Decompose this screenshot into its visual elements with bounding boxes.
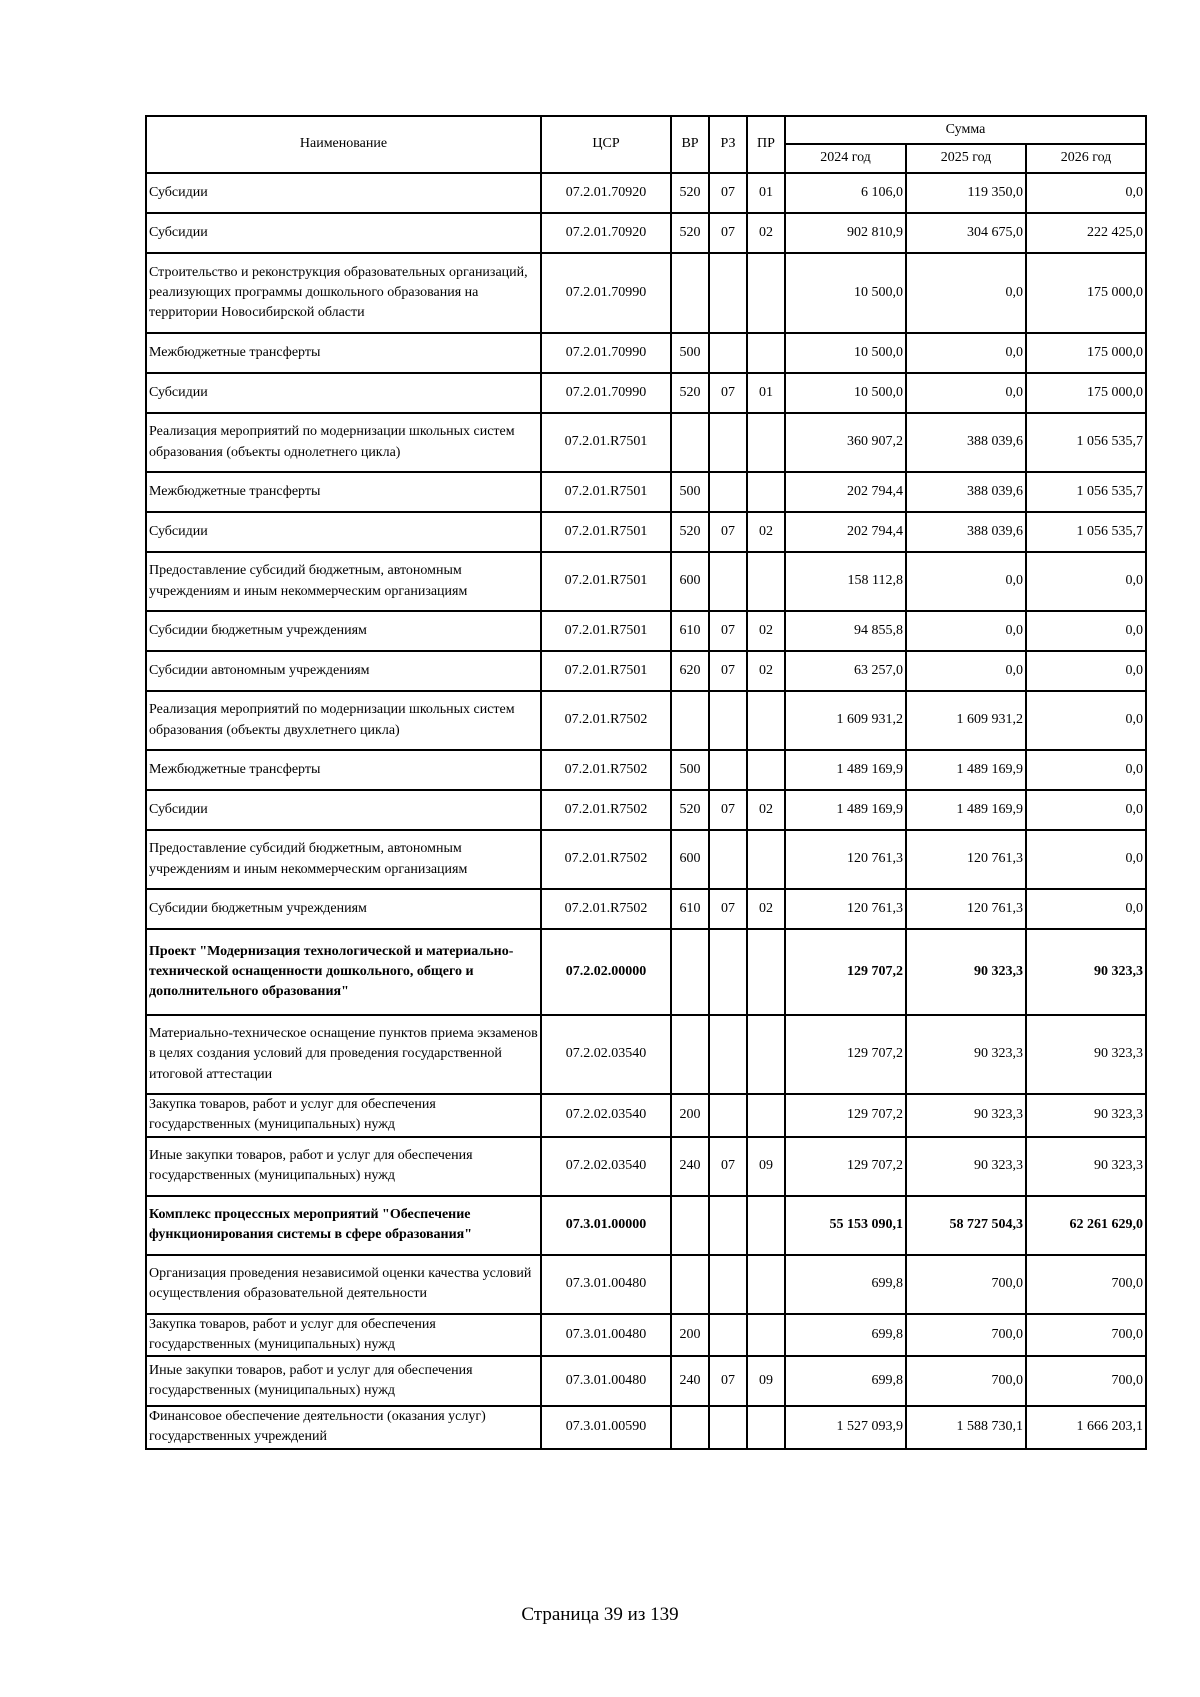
row-name: Организация проведения независимой оценки качества условий осуществления образовательной деятельности [146,1255,541,1314]
row-name: Закупка товаров, работ и услуг для обеспечения государственных (муниципальных) нужд [146,1094,541,1137]
row-vr [671,929,709,1015]
row-vr: 520 [671,373,709,413]
header-sum: Сумма [785,116,1146,144]
row-sum-2025: 304 675,0 [906,213,1026,253]
row-sum-2026: 1 666 203,1 [1026,1406,1146,1449]
row-rz: 07 [709,651,747,691]
budget-table [145,115,1147,1450]
row-rz [709,1314,747,1357]
header-name: Наименование [146,116,541,173]
row-pr [747,1406,785,1449]
row-rz: 07 [709,1356,747,1406]
row-name: Иные закупки товаров, работ и услуг для обеспечения государственных (муниципальных) нужд [146,1356,541,1406]
row-vr: 520 [671,512,709,552]
row-sum-2025: 0,0 [906,253,1026,333]
row-sum-2025: 388 039,6 [906,413,1026,472]
row-pr [747,552,785,611]
table-row [146,889,1146,929]
row-pr [747,750,785,790]
row-vr: 500 [671,333,709,373]
row-sum-2024: 1 489 169,9 [785,790,906,830]
table-row [146,1255,1146,1314]
row-sum-2025: 119 350,0 [906,173,1026,213]
row-sum-2024: 699,8 [785,1314,906,1357]
row-sum-2025: 700,0 [906,1356,1026,1406]
row-csr: 07.2.01.R7501 [541,413,671,472]
row-rz: 07 [709,512,747,552]
table-row [146,929,1146,1015]
row-rz [709,1094,747,1137]
row-csr: 07.2.02.03540 [541,1015,671,1094]
row-pr [747,413,785,472]
row-sum-2026: 222 425,0 [1026,213,1146,253]
row-pr: 02 [747,790,785,830]
row-sum-2025: 120 761,3 [906,889,1026,929]
row-sum-2024: 202 794,4 [785,512,906,552]
row-csr: 07.2.01.R7501 [541,552,671,611]
row-name: Субсидии [146,790,541,830]
row-vr: 600 [671,552,709,611]
row-csr: 07.2.01.R7501 [541,472,671,512]
row-vr: 240 [671,1356,709,1406]
row-csr: 07.2.01.R7502 [541,790,671,830]
row-sum-2024: 1 489 169,9 [785,750,906,790]
row-sum-2025: 0,0 [906,373,1026,413]
row-sum-2024: 1 527 093,9 [785,1406,906,1449]
header-pr: ПР [747,116,785,173]
row-sum-2025: 90 323,3 [906,1094,1026,1137]
row-vr [671,1196,709,1255]
row-rz [709,1255,747,1314]
row-pr: 02 [747,889,785,929]
row-pr: 02 [747,213,785,253]
row-pr [747,333,785,373]
row-vr: 520 [671,173,709,213]
row-pr: 01 [747,173,785,213]
row-csr: 07.2.01.R7502 [541,889,671,929]
row-name: Иные закупки товаров, работ и услуг для обеспечения государственных (муниципальных) нужд [146,1137,541,1196]
row-sum-2024: 202 794,4 [785,472,906,512]
row-sum-2025: 90 323,3 [906,929,1026,1015]
row-name: Реализация мероприятий по модернизации школьных систем образования (объекты однолетнего цикла) [146,413,541,472]
header-year-2026: 2026 год [1026,144,1146,173]
row-csr: 07.3.01.00480 [541,1314,671,1357]
table-row [146,1314,1146,1357]
row-vr [671,691,709,750]
row-sum-2026: 62 261 629,0 [1026,1196,1146,1255]
row-name: Межбюджетные трансферты [146,472,541,512]
table-row [146,333,1146,373]
row-vr: 520 [671,213,709,253]
row-name: Закупка товаров, работ и услуг для обеспечения государственных (муниципальных) нужд [146,1314,541,1357]
row-name: Предоставление субсидий бюджетным, автономным учреждениям и иным некоммерческим организациям [146,552,541,611]
row-sum-2024: 129 707,2 [785,1137,906,1196]
row-csr: 07.2.01.R7501 [541,611,671,651]
row-pr: 01 [747,373,785,413]
row-csr: 07.2.01.R7501 [541,651,671,691]
row-pr [747,1015,785,1094]
row-sum-2024: 120 761,3 [785,889,906,929]
row-name: Межбюджетные трансферты [146,750,541,790]
table-row [146,173,1146,213]
row-sum-2025: 700,0 [906,1314,1026,1357]
row-vr: 610 [671,611,709,651]
row-vr: 600 [671,830,709,889]
table-row [146,213,1146,253]
row-sum-2026: 1 056 535,7 [1026,413,1146,472]
row-rz: 07 [709,213,747,253]
row-rz: 07 [709,1137,747,1196]
row-name: Межбюджетные трансферты [146,333,541,373]
row-sum-2025: 120 761,3 [906,830,1026,889]
row-sum-2026: 1 056 535,7 [1026,472,1146,512]
row-pr [747,1094,785,1137]
row-pr [747,1196,785,1255]
table-header [146,116,1146,173]
row-pr [747,929,785,1015]
row-sum-2024: 129 707,2 [785,1015,906,1094]
row-rz: 07 [709,790,747,830]
row-pr [747,1314,785,1357]
row-sum-2026: 0,0 [1026,750,1146,790]
row-sum-2025: 0,0 [906,333,1026,373]
row-csr: 07.3.01.00590 [541,1406,671,1449]
row-csr: 07.2.02.03540 [541,1094,671,1137]
row-sum-2026: 0,0 [1026,691,1146,750]
row-vr: 240 [671,1137,709,1196]
row-csr: 07.2.01.70990 [541,333,671,373]
row-sum-2024: 1 609 931,2 [785,691,906,750]
row-name: Субсидии [146,173,541,213]
header-year-2024: 2024 год [785,144,906,173]
row-csr: 07.2.01.70990 [541,373,671,413]
row-csr: 07.2.02.00000 [541,929,671,1015]
row-vr: 200 [671,1314,709,1357]
row-csr: 07.2.01.R7502 [541,750,671,790]
row-sum-2024: 902 810,9 [785,213,906,253]
row-sum-2024: 158 112,8 [785,552,906,611]
row-csr: 07.2.01.70920 [541,213,671,253]
row-rz: 07 [709,173,747,213]
row-sum-2025: 1 489 169,9 [906,750,1026,790]
row-sum-2024: 94 855,8 [785,611,906,651]
row-sum-2024: 10 500,0 [785,253,906,333]
row-csr: 07.2.01.70920 [541,173,671,213]
row-csr: 07.3.01.00480 [541,1356,671,1406]
row-csr: 07.2.01.R7502 [541,691,671,750]
table-row [146,512,1146,552]
row-vr: 200 [671,1094,709,1137]
table-row [146,691,1146,750]
row-name: Реализация мероприятий по модернизации школьных систем образования (объекты двухлетнего цикла) [146,691,541,750]
table-row [146,1356,1146,1406]
row-csr: 07.3.01.00000 [541,1196,671,1255]
row-pr [747,830,785,889]
row-rz [709,750,747,790]
row-sum-2024: 129 707,2 [785,1094,906,1137]
row-sum-2024: 699,8 [785,1255,906,1314]
row-rz [709,1406,747,1449]
table-row [146,790,1146,830]
row-vr [671,1015,709,1094]
row-vr [671,253,709,333]
row-pr: 02 [747,651,785,691]
row-sum-2025: 388 039,6 [906,512,1026,552]
row-sum-2024: 10 500,0 [785,373,906,413]
table-row [146,472,1146,512]
row-rz: 07 [709,373,747,413]
page-number: Страница 39 из 139 [521,1604,679,1625]
row-sum-2026: 175 000,0 [1026,373,1146,413]
row-name: Финансовое обеспечение деятельности (оказания услуг) государственных учреждений [146,1406,541,1449]
row-rz [709,552,747,611]
row-vr: 500 [671,750,709,790]
row-name: Субсидии автономным учреждениям [146,651,541,691]
row-sum-2025: 1 609 931,2 [906,691,1026,750]
row-vr: 500 [671,472,709,512]
row-name: Субсидии [146,373,541,413]
row-pr [747,472,785,512]
row-sum-2026: 90 323,3 [1026,929,1146,1015]
header-year-2025: 2025 год [906,144,1026,173]
row-rz [709,413,747,472]
row-sum-2025: 0,0 [906,611,1026,651]
row-name: Проект "Модернизация технологической и материально-технической оснащенности дошкольного, общего и дополнительного образования" [146,929,541,1015]
row-sum-2024: 10 500,0 [785,333,906,373]
row-rz [709,830,747,889]
row-sum-2025: 58 727 504,3 [906,1196,1026,1255]
row-rz [709,1196,747,1255]
table-row [146,552,1146,611]
row-sum-2024: 129 707,2 [785,929,906,1015]
row-sum-2025: 388 039,6 [906,472,1026,512]
row-pr [747,1255,785,1314]
row-sum-2026: 0,0 [1026,790,1146,830]
row-rz [709,1015,747,1094]
row-sum-2024: 120 761,3 [785,830,906,889]
row-vr: 620 [671,651,709,691]
row-sum-2026: 700,0 [1026,1314,1146,1357]
row-sum-2025: 1 588 730,1 [906,1406,1026,1449]
row-vr: 610 [671,889,709,929]
row-rz [709,333,747,373]
row-sum-2025: 0,0 [906,552,1026,611]
header-csr: ЦСР [541,116,671,173]
row-vr [671,1406,709,1449]
table-row [146,373,1146,413]
row-sum-2024: 63 257,0 [785,651,906,691]
row-sum-2026: 700,0 [1026,1255,1146,1314]
row-sum-2026: 90 323,3 [1026,1094,1146,1137]
table-row [146,830,1146,889]
row-name: Предоставление субсидий бюджетным, автономным учреждениям и иным некоммерческим организациям [146,830,541,889]
row-rz: 07 [709,889,747,929]
row-rz [709,929,747,1015]
row-sum-2026: 700,0 [1026,1356,1146,1406]
row-sum-2025: 90 323,3 [906,1015,1026,1094]
row-name: Субсидии бюджетным учреждениям [146,889,541,929]
row-csr: 07.2.02.03540 [541,1137,671,1196]
row-sum-2025: 700,0 [906,1255,1026,1314]
row-pr [747,253,785,333]
row-vr [671,413,709,472]
table-row [146,1196,1146,1255]
row-sum-2025: 1 489 169,9 [906,790,1026,830]
row-name: Субсидии бюджетным учреждениям [146,611,541,651]
table-row [146,611,1146,651]
table-body [146,173,1146,1449]
row-pr: 09 [747,1356,785,1406]
row-sum-2024: 6 106,0 [785,173,906,213]
row-name: Комплекс процессных мероприятий "Обеспечение функционирования системы в сфере образования" [146,1196,541,1255]
header-vr: ВР [671,116,709,173]
row-csr: 07.2.01.70990 [541,253,671,333]
row-sum-2026: 0,0 [1026,830,1146,889]
table-row [146,1137,1146,1196]
row-sum-2026: 0,0 [1026,889,1146,929]
row-sum-2025: 0,0 [906,651,1026,691]
table-row [146,651,1146,691]
row-sum-2026: 1 056 535,7 [1026,512,1146,552]
row-sum-2025: 90 323,3 [906,1137,1026,1196]
row-sum-2024: 360 907,2 [785,413,906,472]
row-sum-2026: 0,0 [1026,611,1146,651]
row-rz [709,691,747,750]
row-pr: 09 [747,1137,785,1196]
row-name: Строительство и реконструкция образовательных организаций, реализующих программы дошкольного образования на территории Новосибирской области [146,253,541,333]
table-row [146,1094,1146,1137]
row-sum-2026: 175 000,0 [1026,333,1146,373]
row-name: Субсидии [146,512,541,552]
row-rz: 07 [709,611,747,651]
row-csr: 07.2.01.R7502 [541,830,671,889]
row-sum-2026: 0,0 [1026,552,1146,611]
row-name: Субсидии [146,213,541,253]
row-sum-2026: 90 323,3 [1026,1137,1146,1196]
row-sum-2024: 699,8 [785,1356,906,1406]
row-sum-2026: 175 000,0 [1026,253,1146,333]
table-row [146,413,1146,472]
table-row [146,253,1146,333]
row-pr: 02 [747,611,785,651]
row-rz [709,472,747,512]
row-vr [671,1255,709,1314]
row-csr: 07.2.01.R7501 [541,512,671,552]
row-pr [747,691,785,750]
table-row [146,1406,1146,1449]
row-name: Материально-техническое оснащение пунктов приема экзаменов в целях создания условий для проведения государственной итоговой аттестации [146,1015,541,1094]
row-rz [709,253,747,333]
header-rz: РЗ [709,116,747,173]
row-pr: 02 [747,512,785,552]
row-sum-2024: 55 153 090,1 [785,1196,906,1255]
row-csr: 07.3.01.00480 [541,1255,671,1314]
table-row [146,750,1146,790]
row-sum-2026: 0,0 [1026,173,1146,213]
row-vr: 520 [671,790,709,830]
table-row [146,1015,1146,1094]
row-sum-2026: 0,0 [1026,651,1146,691]
row-sum-2026: 90 323,3 [1026,1015,1146,1094]
